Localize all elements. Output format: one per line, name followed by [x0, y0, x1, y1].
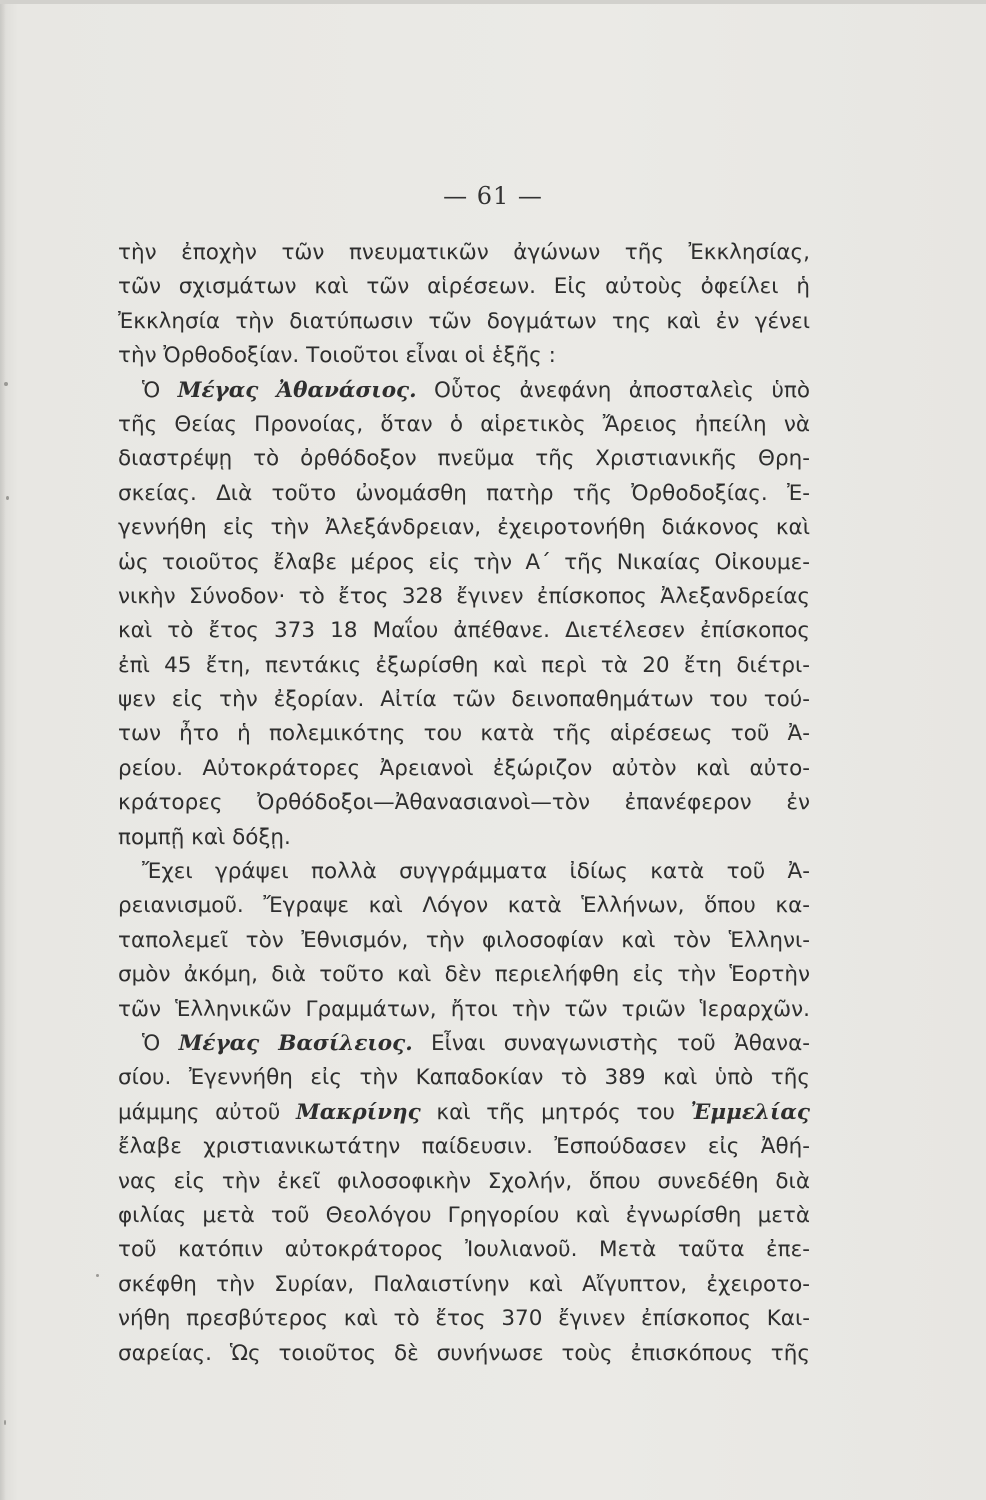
text-line: σκείας. Διὰ τοῦτο ὠνομάσθη πατὴρ τῆς Ὀρθοδοξίας. Ἐ-	[118, 480, 810, 506]
text-line: τὴν ἐποχὴν τῶν πνευματικῶν ἀγώνων τῆς Ἐκκλησίας,	[118, 240, 810, 265]
paper-speck	[6, 496, 9, 500]
text-line: ταπολεμεῖ τὸν Ἐθνισμόν, τὴν φιλοσοφίαν καὶ τὸν Ἑλληνι-	[118, 927, 810, 953]
page-left-edge	[0, 0, 6, 1500]
name-makrinis: Μακρίνης	[295, 1099, 421, 1125]
text-line: ψεν εἰς τὴν ἐξορίαν. Αἰτία τῶν δεινοπαθημάτων του τού-	[118, 687, 810, 713]
text-line: νας εἰς τὴν ἐκεῖ φιλοσοφικὴν Σχολήν, ὅπου συνεδέθη διὰ	[118, 1168, 810, 1194]
name-megas-athanasios: Μέγας Ἀθανάσιος.	[177, 377, 417, 403]
text-line: πομπῇ καὶ δόξῃ.	[118, 824, 291, 850]
paper-speck	[96, 1274, 99, 1277]
page-top-edge	[0, 0, 986, 4]
text-line: τῶν Ἑλληνικῶν Γραμμάτων, ἤτοι τὴν τῶν τριῶν Ἱεραρχῶν.	[118, 996, 810, 1022]
text-line: ρείου. Αὐτοκράτορες Ἀρειανοὶ ἐξώριζον αὐτὸν καὶ αὐτο-	[118, 755, 810, 781]
paper-speck	[4, 382, 8, 386]
name-emmelias: Ἐμμελίας	[690, 1099, 811, 1125]
text-line: Ὁ Μέγας Βασίλειος. Εἶναι συναγωνιστὴς τοῦ Ἀθανα-	[142, 1030, 810, 1056]
text-line: μάμμης αὐτοῦ Μακρίνης καὶ τῆς μητρός του Ἐμμελίας	[118, 1099, 811, 1125]
text-line: σίου. Ἐγεννήθη εἰς τὴν Καπαδοκίαν τὸ 389 καὶ ὑπὸ τῆς	[118, 1065, 810, 1091]
text-line: νικὴν Σύνοδον· τὸ ἔτος 328 ἔγινεν ἐπίσκοπος Ἀλεξανδρείας	[118, 583, 810, 609]
text-line: ἐπὶ 45 ἔτη, πεντάκις ἐξωρίσθη καὶ περὶ τὰ 20 ἔτη διέτρι-	[118, 652, 810, 678]
text-line: τὴν Ὀρθοδοξίαν. Τοιοῦτοι εἶναι οἱ ἑξῆς :	[118, 343, 556, 369]
body-text	[118, 236, 810, 1371]
text-line: τῶν σχισμάτων καὶ τῶν αἱρέσεων. Εἰς αὐτοὺς ὀφείλει ἡ	[118, 274, 810, 300]
text-line: Ἐκκλησία τὴν διατύπωσιν τῶν δογμάτων της καὶ ἐν γένει	[118, 308, 810, 334]
text-line: καὶ τὸ ἔτος 373 18 Μαΐου ἀπέθανε. Διετέλεσεν ἐπίσκοπος	[118, 618, 810, 644]
text-line: των ἦτο ἡ πολεμικότης του κατὰ τῆς αἱρέσεως τοῦ Ἀ-	[118, 721, 810, 747]
text-line: νήθη πρεσβύτερος καὶ τὸ ἔτος 370 ἔγινεν ἐπίσκοπος Και-	[118, 1306, 810, 1332]
paper-speck	[4, 1420, 6, 1425]
text-line: διαστρέψῃ τὸ ὀρθόδοξον πνεῦμα τῆς Χριστιανικῆς Θρη-	[118, 446, 810, 472]
page-number: — 61 —	[443, 182, 543, 210]
text-line: τοῦ κατόπιν αὐτοκράτορος Ἰουλιανοῦ. Μετὰ ταῦτα ἐπε-	[118, 1237, 810, 1263]
text-line: σμὸν ἀκόμη, διὰ τοῦτο καὶ δὲν περιελήφθη εἰς τὴν Ἑορτὴν	[118, 962, 810, 988]
text-line: Ἔχει γράψει πολλὰ συγγράμματα ἰδίως κατὰ τοῦ Ἀ-	[142, 859, 810, 885]
text-line: ρειανισμοῦ. Ἔγραψε καὶ Λόγον κατὰ Ἑλλήνων, ὅπου κα-	[118, 893, 810, 919]
text-line: ἔλαβε χριστιανικωτάτην παίδευσιν. Ἐσπούδασεν εἰς Ἀθή-	[118, 1134, 810, 1160]
text-line: κράτορες Ὀρθόδοξοι—Ἀθανασιανοὶ—τὸν ἐπανέφερον ἐν	[118, 790, 810, 816]
text-line: γεννήθη εἰς τὴν Ἀλεξάνδρειαν, ἐχειροτονήθη διάκονος καὶ	[118, 515, 810, 541]
name-megas-vasileios: Μέγας Βασίλειος.	[178, 1030, 413, 1056]
text-line: σκέφθη τὴν Συρίαν, Παλαιστίνην καὶ Αἴγυπτον, ἐχειροτο-	[118, 1271, 810, 1297]
text-line: Ὁ Μέγας Ἀθανάσιος. Οὗτος ἀνεφάνη ἀποσταλεὶς ὑπὸ	[142, 377, 810, 403]
text-line: σαρείας. Ὡς τοιοῦτος δὲ συνήνωσε τοὺς ἐπισκόπους τῆς	[118, 1340, 810, 1366]
text-line: ὡς τοιοῦτος ἔλαβε μέρος εἰς τὴν Α΄ τῆς Νικαίας Οἰκουμε-	[118, 549, 810, 575]
text-line: φιλίας μετὰ τοῦ Θεολόγου Γρηγορίου καὶ ἐγνωρίσθη μετὰ	[118, 1202, 810, 1228]
text-line: τῆς Θείας Προνοίας, ὅταν ὁ αἱρετικὸς Ἄρειος ἠπείλη νὰ	[118, 411, 810, 437]
